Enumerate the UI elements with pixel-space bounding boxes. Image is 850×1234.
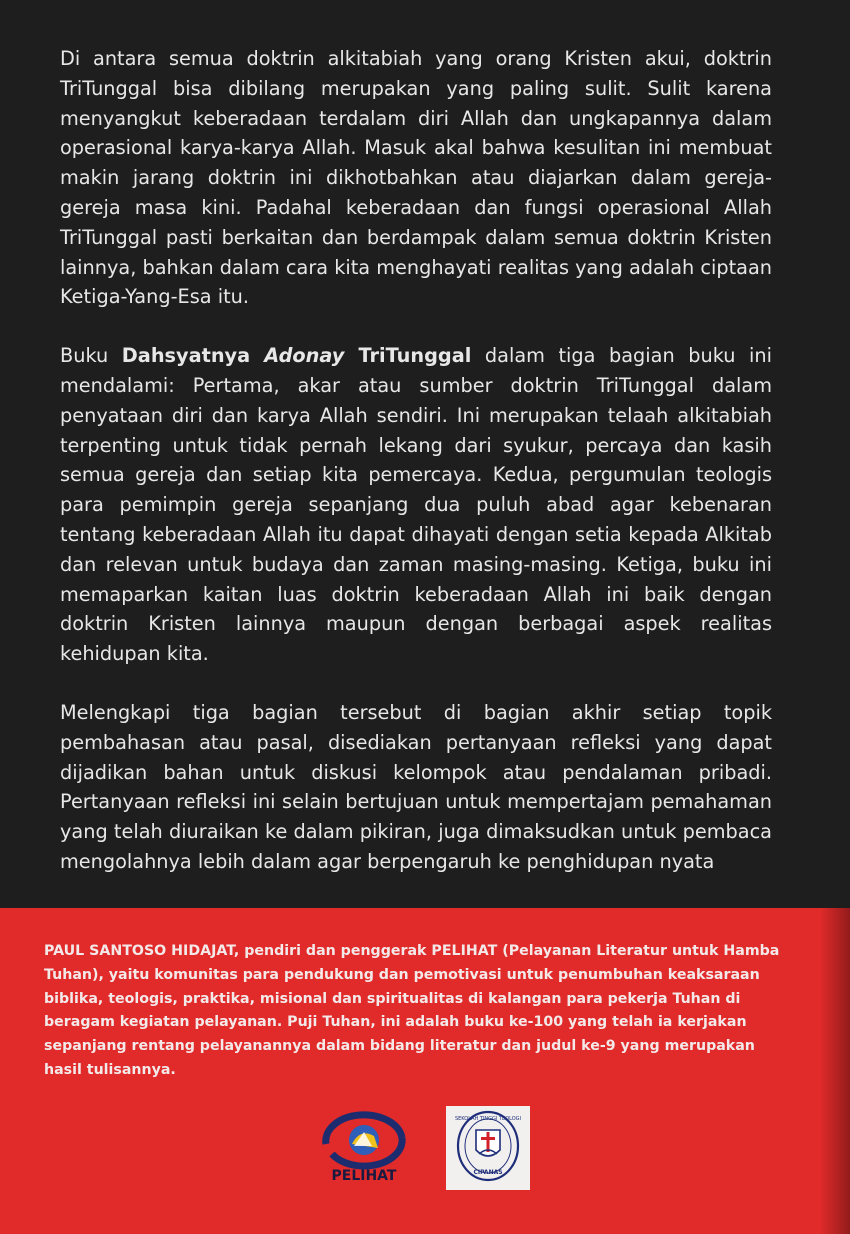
blurb-paragraph-2: [60, 341, 772, 669]
blurb-paragraph-3: Melengkapi tiga bagian tersebut di bagian akhir setiap topik pembahasan atau pasal, disediakan pertanyaan refleksi yang dapat dijadikan bahan untuk diskusi kelompok atau pendalaman pribadi. Pertanyaan refleksi ini selain bertujuan untuk mempertajam pemahaman yang telah diuraikan ke dalam pikiran, juga dimaksudkan untuk pembaca mengolahnya lebih dalam agar berpengaruh ke penghidupan nyata: [60, 700, 772, 873]
para2-body: dalam tiga bagian buku ini mendalami: Pertama, akar atau sumber doktrin TriTunggal dalam penyataan diri dan karya Allah sendiri. Ini merupakan telaah alkitabiah terpenting untuk tidak pernah lekang dari syukur, percaya dan kasih semua gereja dan setiap kita pemercaya. Kedua, pergumulan teologis para pemimpin gereja sepanjang dua puluh abad agar kebenaran tentang keberadaan Allah itu dapat dihayati dengan setia kepada Alkitab dan relevan untuk budaya dan zaman masing-masing. Ketiga, buku ini memaparkan kaitan luas doktrin keberadaan Allah ini baik dengan doktrin Kristen lainnya maupun dengan berbagai aspek realitas kehidupan kita.: [60, 344, 772, 666]
seal-bottom-text: CIPANAS: [473, 1169, 503, 1176]
author-bio: PAUL SANTOSO HIDAJAT, pendiri dan penggerak PELIHAT (Pelayanan Literatur untuk Hamba Tuhan), yaitu komunitas para pendukung dan pemotivasi untuk penumbuhan keaksaraan biblika, teologis, praktika, misional dan spiritualitas di kalangan para pekerja Tuhan di beragam kegiatan pelayanan. Puji Tuhan, ini adalah buku ke-100 yang telah ia kerjakan sepanjang rentang pelayanannya dalam bidang literatur dan judul ke-9 yang merupakan hasil tulisannya.: [44, 943, 780, 1078]
pelihat-emblem-icon: [318, 1108, 410, 1170]
stt-cipanas-logo: [446, 1106, 530, 1190]
band-edge-shadow: [820, 908, 850, 1234]
book-title-part-1: Dahsyatnya: [121, 344, 265, 368]
seminary-seal-icon: [446, 1106, 530, 1190]
pelihat-logo: [318, 1108, 410, 1192]
book-title-part-3: TriTunggal: [344, 344, 472, 368]
para2-prefix: Buku: [60, 344, 122, 368]
pelihat-wordmark: PELIHAT: [331, 1168, 397, 1184]
book-title-part-2: Adonay: [264, 344, 345, 368]
blurb-paragraph-1: Di antara semua doktrin alkitabiah yang orang Kristen akui, doktrin TriTunggal bisa dibilang merupakan yang paling sulit. Sulit karena menyangkut keberadaan terdalam diri Allah dan ungkapannya dalam operasional karya-karya Allah. Masuk akal bahwa kesulitan ini membuat makin jarang doktrin ini dikhotbahkan atau diajarkan dalam gereja-gereja masa kini. Padahal keberadaan dan fungsi operasional Allah TriTunggal pasti berkaitan dan berdampak dalam semua doktrin Kristen lainnya, bahkan dalam cara kita menghayati realitas yang adalah ciptaan Ketiga-Yang-Esa itu.: [60, 47, 772, 309]
blurb: [60, 44, 772, 906]
seal-top-text: SEKOLAH TINGGI TEOLOGI: [454, 1116, 522, 1122]
